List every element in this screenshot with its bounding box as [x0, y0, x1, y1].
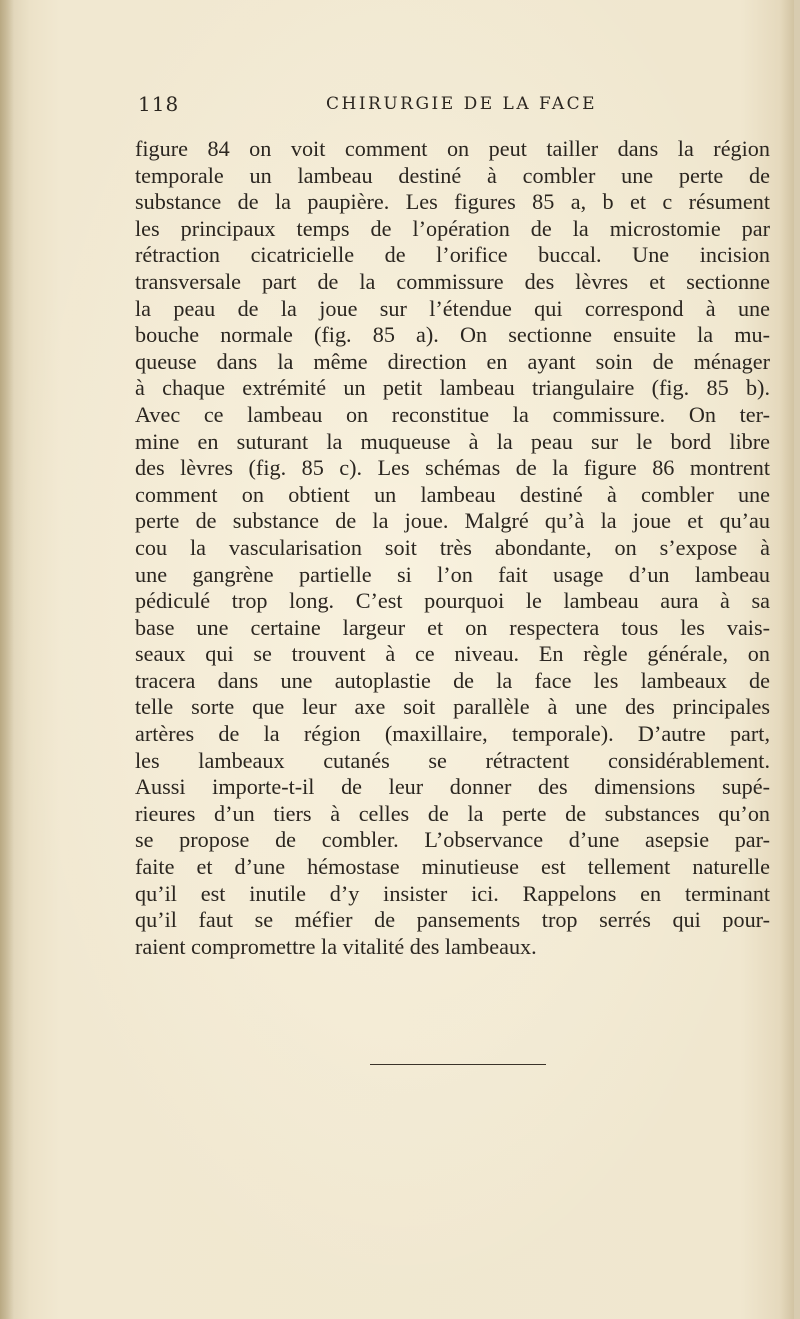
text-line: base une certaine largeur et on respectera tous les vais- [135, 614, 770, 640]
text-line: tracera dans une autoplastie de la face les lambeaux de [135, 667, 770, 693]
text-line: artères de la région (maxillaire, temporale). D’autre part, [135, 721, 770, 747]
text-line: bouche normale (fig. 85 a). On sectionne ensuite la mu- [135, 322, 770, 348]
text-line: perte de substance de la joue. Malgré qu’à la joue et qu’au [135, 508, 770, 534]
page-number: 118 [138, 92, 180, 116]
text-line: raient compromettre la vitalité des lambeaux. [135, 933, 537, 959]
text-line: rétraction cicatricielle de l’orifice buccal. Une incision [135, 242, 770, 268]
section-end-rule [370, 1064, 546, 1065]
body-paragraph [135, 136, 770, 960]
text-line: Avec ce lambeau on reconstitue la commissure. On ter- [135, 401, 770, 427]
page-header [138, 92, 768, 120]
text-line: à chaque extrémité un petit lambeau triangulaire (fig. 85 b). [135, 375, 770, 401]
text-line: substance de la paupière. Les figures 85 a, b et c résument [135, 189, 770, 215]
text-line: qu’il est inutile d’y insister ici. Rappelons en terminant [135, 880, 770, 906]
text-line: telle sorte que leur axe soit parallèle à une des principales [135, 694, 770, 720]
text-line: faite et d’une hémostase minutieuse est tellement naturelle [135, 854, 770, 880]
text-line: se propose de combler. L’observance d’une asepsie par- [135, 827, 770, 853]
text-line: comment on obtient un lambeau destiné à combler une [135, 481, 770, 507]
text-line: la peau de la joue sur l’étendue qui correspond à une [135, 295, 770, 321]
text-line: les lambeaux cutanés se rétractent considérablement. [135, 747, 770, 773]
text-line: pédiculé trop long. C’est pourquoi le lambeau aura à sa [135, 588, 770, 614]
page-gutter-shadow [0, 0, 14, 1319]
text-line: une gangrène partielle si l’on fait usage d’un lambeau [135, 561, 770, 587]
running-title: CHIRURGIE DE LA FACE [326, 94, 598, 114]
text-line: qu’il faut se méfier de pansements trop serrés qui pour- [135, 907, 770, 933]
text-line: mine en suturant la muqueuse à la peau sur le bord libre [135, 428, 770, 454]
page-right-edge [794, 0, 800, 1319]
text-line: transversale part de la commissure des lèvres et sectionne [135, 268, 770, 294]
text-line: queuse dans la même direction en ayant soin de ménager [135, 348, 770, 374]
text-line: figure 84 on voit comment on peut tailler dans la région [135, 136, 770, 161]
text-line: cou la vascularisation soit très abondante, on s’expose à [135, 534, 770, 560]
text-line: les principaux temps de l’opération de la microstomie par [135, 215, 770, 241]
text-line: temporale un lambeau destiné à combler une perte de [135, 162, 770, 188]
text-line: des lèvres (fig. 85 c). Les schémas de la figure 86 montrent [135, 455, 770, 481]
text-line: seaux qui se trouvent à ce niveau. En règle générale, on [135, 641, 770, 667]
text-line: Aussi importe-t-il de leur donner des dimensions supé- [135, 774, 770, 800]
text-line: rieures d’un tiers à celles de la perte de substances qu’on [135, 800, 770, 826]
